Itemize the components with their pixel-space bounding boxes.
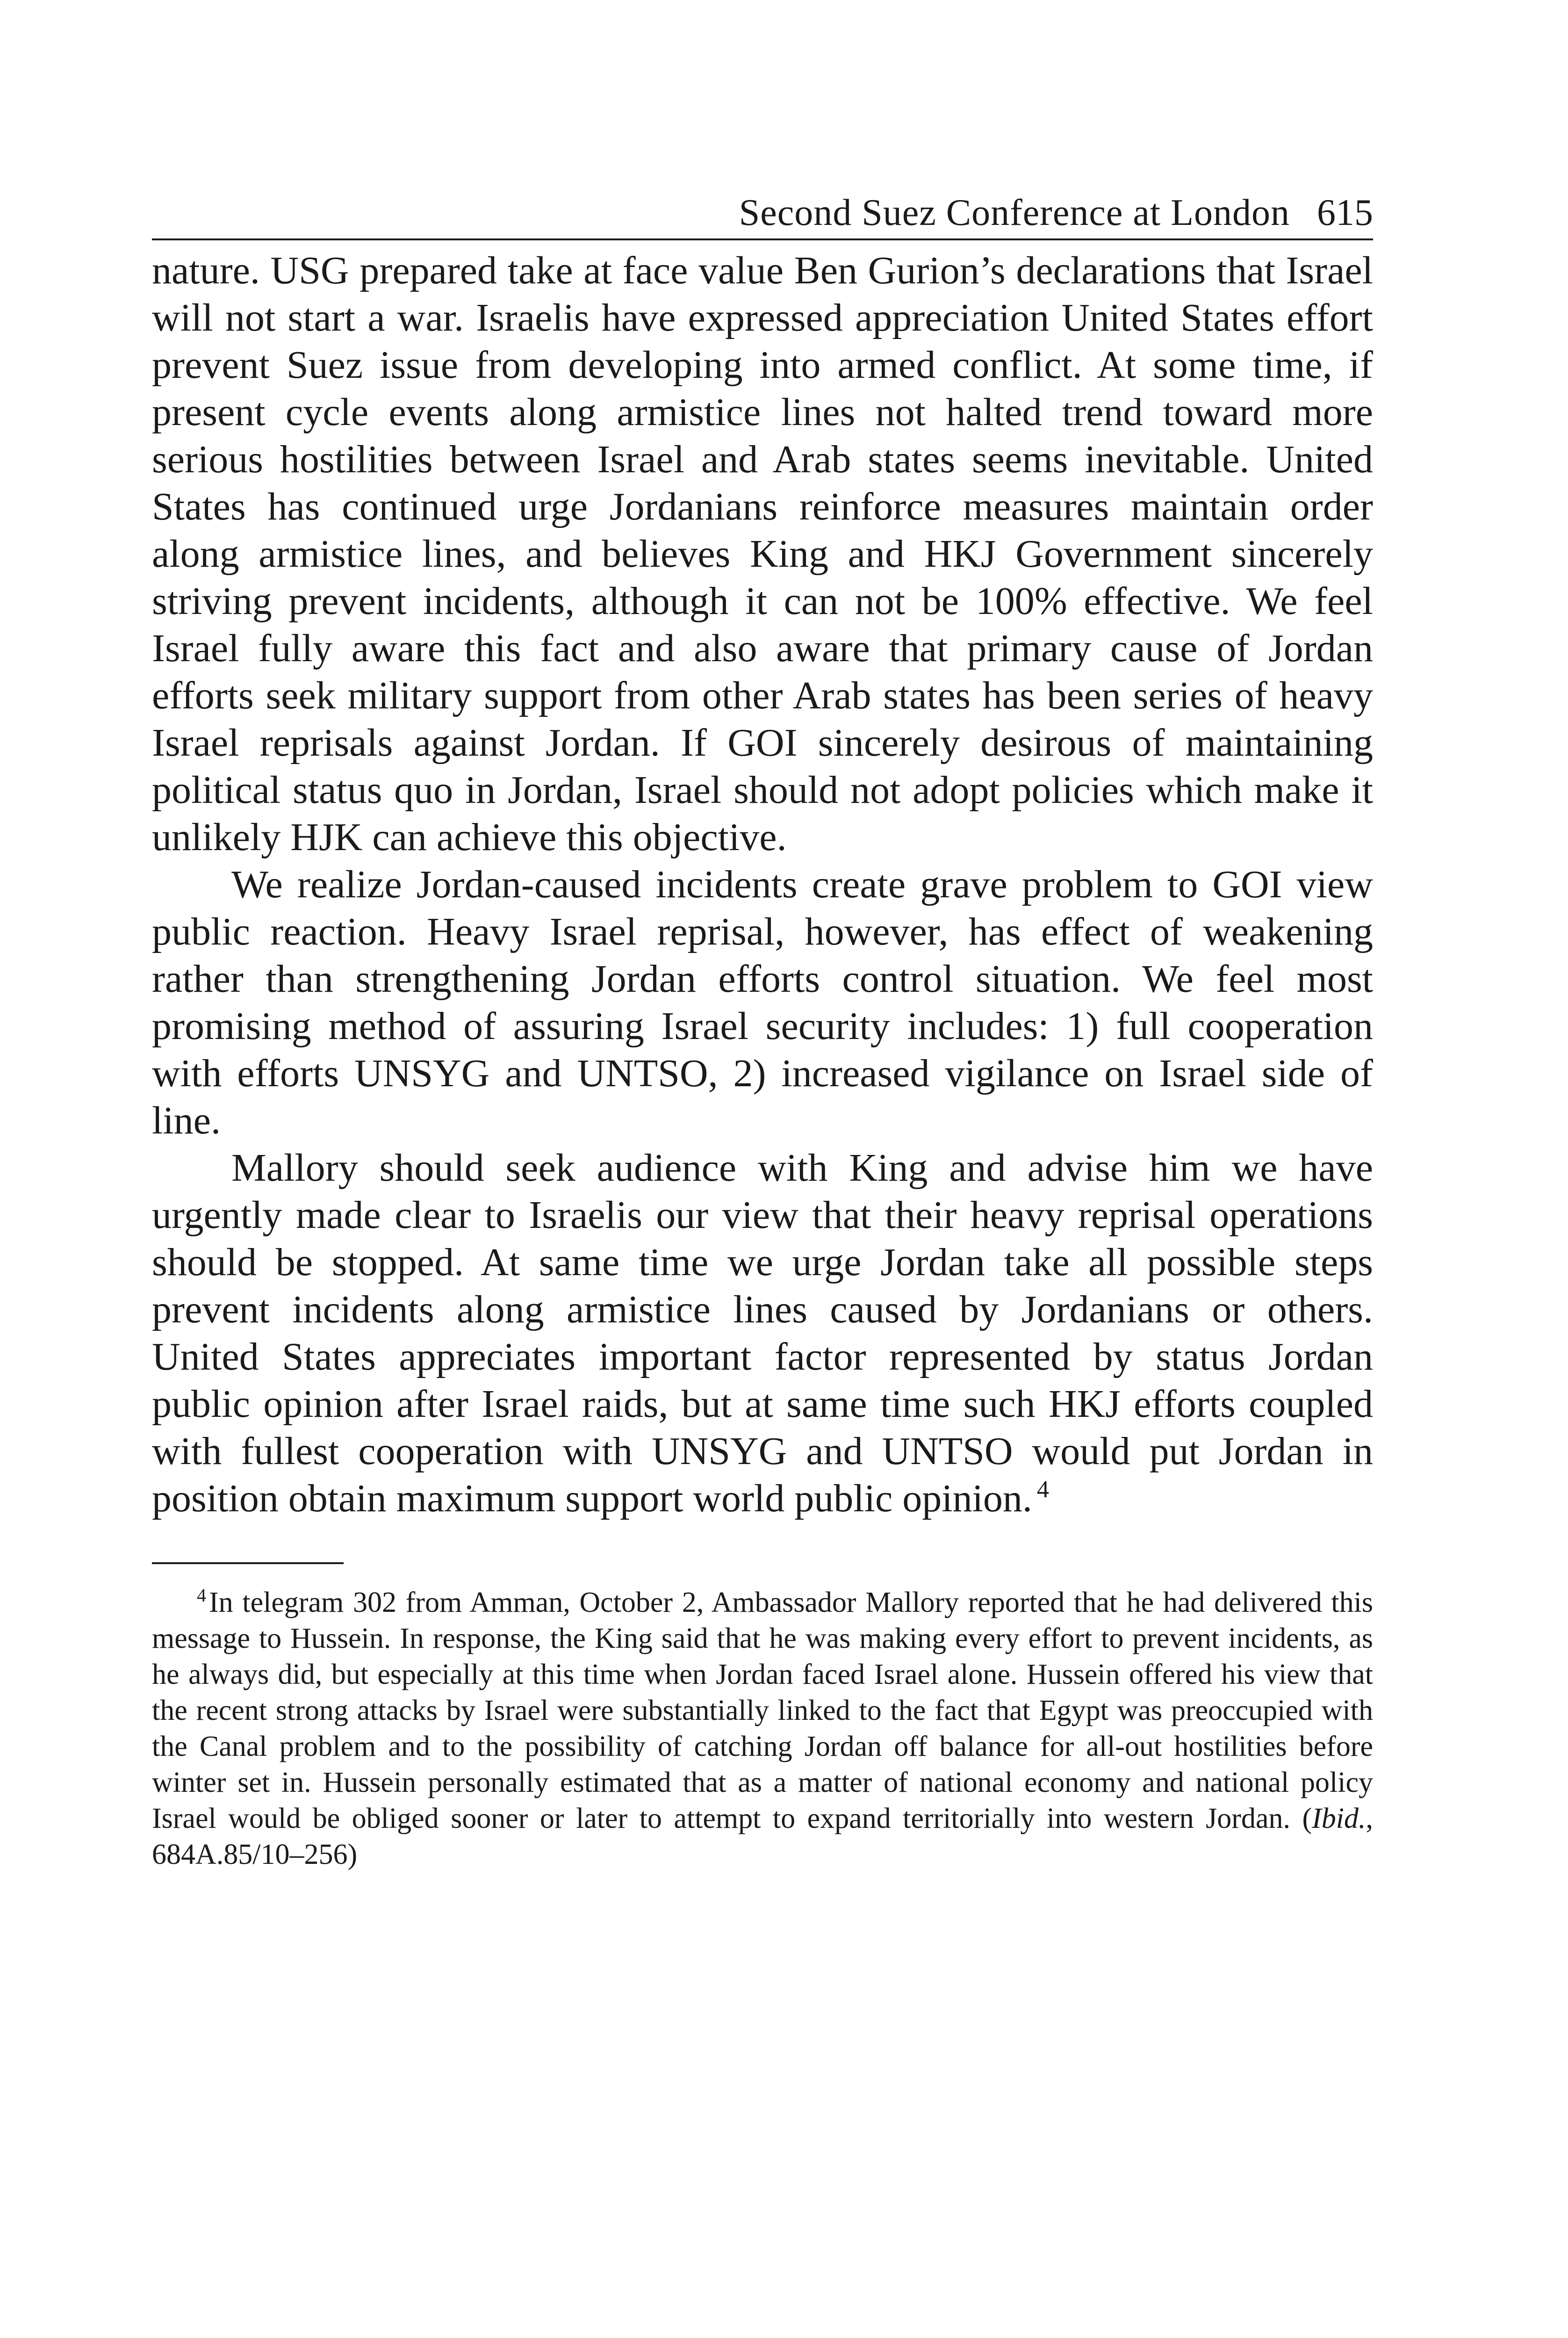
page-number: 615 <box>1317 192 1373 233</box>
paragraph-3 <box>152 1144 1373 1522</box>
paragraph-3-text: Mallory should seek audience with King and advise him we have urgently made clear to Israelis our view that their heavy reprisal operations should be stopped. At same time we urge Jordan take all possible steps prevent incidents along armistice lines caused by Jordanians or others. United States appreciates important factor represented by status Jordan public opinion after Israel raids, but at same time such HKJ efforts coupled with fullest cooperation with UNSYG and UNTSO would put Jordan in position obtain maximum support world public opinion. <box>152 1146 1373 1520</box>
running-header <box>152 187 1373 240</box>
running-title: Second Suez Conference at London <box>739 192 1290 233</box>
footnote-citation-file: , 684A.85/10–256) <box>152 1803 1373 1870</box>
footnote-marker: 4 <box>197 1585 206 1606</box>
main-text <box>152 247 1373 1522</box>
footnote-4 <box>152 1585 1373 1873</box>
paragraph-2: We realize Jordan-caused incidents create grave problem to GOI view public reaction. Heavy Israel reprisal, however, has effect of weakening rather than strengthening Jordan efforts control situation. We feel most promising method of assuring Israel security includes: 1) full cooperation with efforts UNSYG and UNTSO, 2) increased vigilance on Israel side of line. <box>152 863 1373 1142</box>
document-page <box>152 187 1373 1873</box>
paragraph-1: nature. USG prepared take at face value Ben Gurion’s declarations that Israel will not start a war. Israelis have expressed appreciation United States effort prevent Suez issue from developing into armed conflict. At some time, if present cycle events along armistice lines not halted trend toward more serious hostilities between Israel and Arab states seems inevitable. United States has continued urge Jordanians reinforce measures maintain order along armistice lines, and believes King and HKJ Government sincerely striving prevent incidents, although it can not be 100% effective. We feel Israel fully aware this fact and also aware that primary cause of Jordan efforts seek military support from other Arab states has been series of heavy Israel reprisals against Jordan. If GOI sincerely desirous of maintaining political status quo in Jordan, Israel should not adopt policies which make it unlikely HJK can achieve this objective. <box>152 249 1373 859</box>
footnote-text: In telegram 302 from Amman, October 2, Ambassador Mallory reported that he had delivered this message to Hussein. In response, the King said that he was making every effort to prevent incidents, as he always did, but especially at this time when Jordan faced Israel alone. Hussein offered his view that the recent strong attacks by Israel were substantially linked to the fact that Egypt was preoccupied with the Canal problem and to the possibility of catching Jordan off balance for all-out hostilities before winter set in. Hussein personally estimated that as a matter of national economy and national policy Israel would be obliged sooner or later to attempt to expand territorially into western Jordan. ( <box>152 1587 1373 1834</box>
footnote-citation-ibid: Ibid. <box>1312 1803 1366 1834</box>
footnote-divider <box>152 1562 344 1564</box>
footnote-reference: 4 <box>1036 1476 1049 1503</box>
